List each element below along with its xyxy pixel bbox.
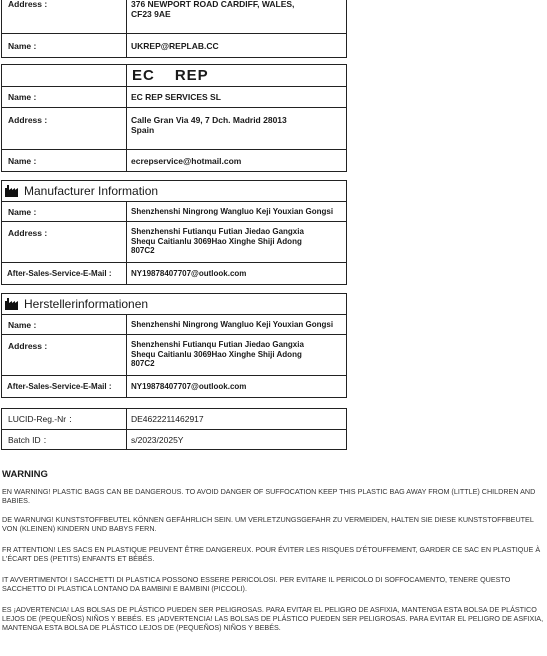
ec-rep-title [127, 65, 209, 86]
factory-icon [5, 298, 20, 310]
warning-es: ES ¡ADVERTENCIA! LAS BOLSAS DE PLÁSTICO PUEDEN SER PELIGROSAS. PARA EVITAR EL PELIGRO DE ASFIXIA, MANTENGA ESTA BOLSA DE PLÁSTICO LEJOS DE (PEQUEÑOS) NIÑOS Y BEBÉS. ES ¡ADVERTENCIA! LAS BOLSAS DE PLÁSTICO PUEDEN SER PELIGROSAS. PARA EVITAR EL PELIGRO DE ASFIXIA, MANTENGA ESTA BOLSA DE PLÁSTICO LEJOS DE (PEQUEÑOS) NIÑOS Y BEBÉS. [2, 605, 544, 632]
ec-name-label: Name : [2, 87, 127, 107]
uk-email-value: UKREP@REPLAB.CC [131, 40, 219, 51]
uk-address-line2: CF23 9AE [131, 9, 171, 19]
warning-de: DE WARNUNG! KUNSTSTOFFBEUTEL KÖNNEN GEFÄHRLICH SEIN. UM VERLETZUNGSGEFAHR ZU VERMEIDEN, HALTEN SIE DIESE KUNSTSTOFFBEUTEL VON (KLEINEN) KINDERN UND BABYS FERN. [2, 515, 534, 533]
ec-email-label: Name : [2, 150, 127, 171]
mfr-name-label: Name : [2, 202, 127, 221]
hst-address-line3: 807C2 [131, 359, 155, 368]
ec-address-value [127, 108, 346, 149]
uk-address-row [2, 0, 346, 33]
mfr-address-line1: Shenzhenshi Futianqu Futian Jiedao Gangxia [131, 227, 304, 236]
uk-address-value [127, 0, 346, 33]
ec-email-value: ecrepservice@hotmail.com [131, 155, 242, 166]
batch-label: Batch ID ： [2, 430, 127, 449]
lucid-label: LUCID-Reg.-Nr ： [2, 409, 127, 429]
uk-address-label: Address : [2, 0, 127, 33]
batch-value: s/2023/2025Y [131, 434, 184, 445]
ec-address-line2: Spain [131, 125, 155, 135]
hst-address-line1: Shenzhenshi Futianqu Futian Jiedao Gangxia [131, 340, 304, 349]
mfr-address-row [2, 221, 346, 262]
uk-address-line1: 376 NEWPORT ROAD CARDIFF, WALES, [131, 0, 295, 9]
warning-it: IT AVVERTIMENTO! I SACCHETTI DI PLASTICA POSSONO ESSERE PERICOLOSI. PER EVITARE IL PERICOLO DI SOFFOCAMENTO, TENERE QUESTO SACCHETTO DI PLASTICA LONTANO DA BAMBINI E BAMBINI (PICCOLI). [2, 575, 511, 593]
warning-title: WARNING [2, 469, 48, 480]
ec-name-value: EC REP SERVICES SL [131, 92, 221, 102]
mfr-name-row [2, 201, 346, 221]
hst-address-label: Address : [2, 335, 127, 375]
ec-rep-header-spacer [2, 65, 127, 86]
manufacturer-table [1, 180, 347, 285]
hst-email-value: NY19878407707@outlook.com [131, 381, 247, 391]
hersteller-table [1, 293, 347, 398]
warning-fr: FR ATTENTION! LES SACS EN PLASTIQUE PEUVENT ÊTRE DANGEREUX. POUR ÉVITER LES RISQUES D'ÉTOUFFEMENT, GARDER CE SAC EN PLASTIQUE À L'ÉCART DES (PETITS) ENFANTS ET BÉBÉS. [2, 545, 541, 563]
ec-email-row [2, 149, 346, 171]
hst-email-row [2, 375, 346, 397]
ec-rep-title-rep: REP [174, 67, 209, 84]
mfr-address-value [127, 222, 346, 262]
mfr-email-row [2, 262, 346, 284]
manufacturer-title: Manufacturer Information [24, 184, 159, 198]
hst-name-label: Name : [2, 315, 127, 334]
warning-en: EN WARNING! PLASTIC BAGS CAN BE DANGEROUS. TO AVOID DANGER OF SUFFOCATION KEEP THIS PLASTIC BAG AWAY FROM (LITTLE) CHILDREN AND BABIES. [2, 487, 536, 505]
ec-rep-title-ec: EC [132, 67, 155, 84]
mfr-address-line3: 807C2 [131, 246, 155, 255]
registration-table [1, 408, 347, 450]
uk-name-row [2, 33, 346, 57]
ec-rep-header-row [2, 65, 346, 86]
hst-address-row [2, 334, 346, 375]
uk-name-label: Name : [2, 34, 127, 57]
ec-address-row [2, 107, 346, 149]
mfr-email-label: After-Sales-Service-E-Mail : [2, 263, 127, 284]
hst-email-label: After-Sales-Service-E-Mail : [2, 376, 127, 397]
lucid-row [2, 409, 346, 429]
ec-address-line1: Calle Gran Via 49, 7 Dch. Madrid 28013 [131, 115, 287, 125]
hersteller-header [2, 294, 346, 314]
ec-name-row [2, 86, 346, 107]
batch-row [2, 429, 346, 449]
mfr-email-value: NY19878407707@outlook.com [131, 268, 247, 278]
ec-rep-table [1, 64, 347, 172]
mfr-address-line2: Shequ Caitianlu 3069Hao Xinghe Shiji Adong [131, 236, 302, 246]
lucid-value: DE4622211462917 [131, 414, 204, 424]
ec-address-label: Address : [2, 108, 127, 149]
hersteller-title: Herstellerinformationen [24, 297, 149, 311]
hst-address-value [127, 335, 346, 375]
hst-address-line2: Shequ Caitianlu 3069Hao Xinghe Shiji Adong [131, 349, 302, 359]
factory-icon [5, 185, 20, 197]
mfr-address-label: Address : [2, 222, 127, 262]
hst-name-row [2, 314, 346, 334]
manufacturer-header [2, 181, 346, 201]
hst-name-value: Shenzhenshi Ningrong Wangluo Keji Youxian Gongsi [131, 319, 334, 329]
uk-rep-table [1, 0, 347, 58]
mfr-name-value: Shenzhenshi Ningrong Wangluo Keji Youxian Gongsi [131, 206, 334, 216]
